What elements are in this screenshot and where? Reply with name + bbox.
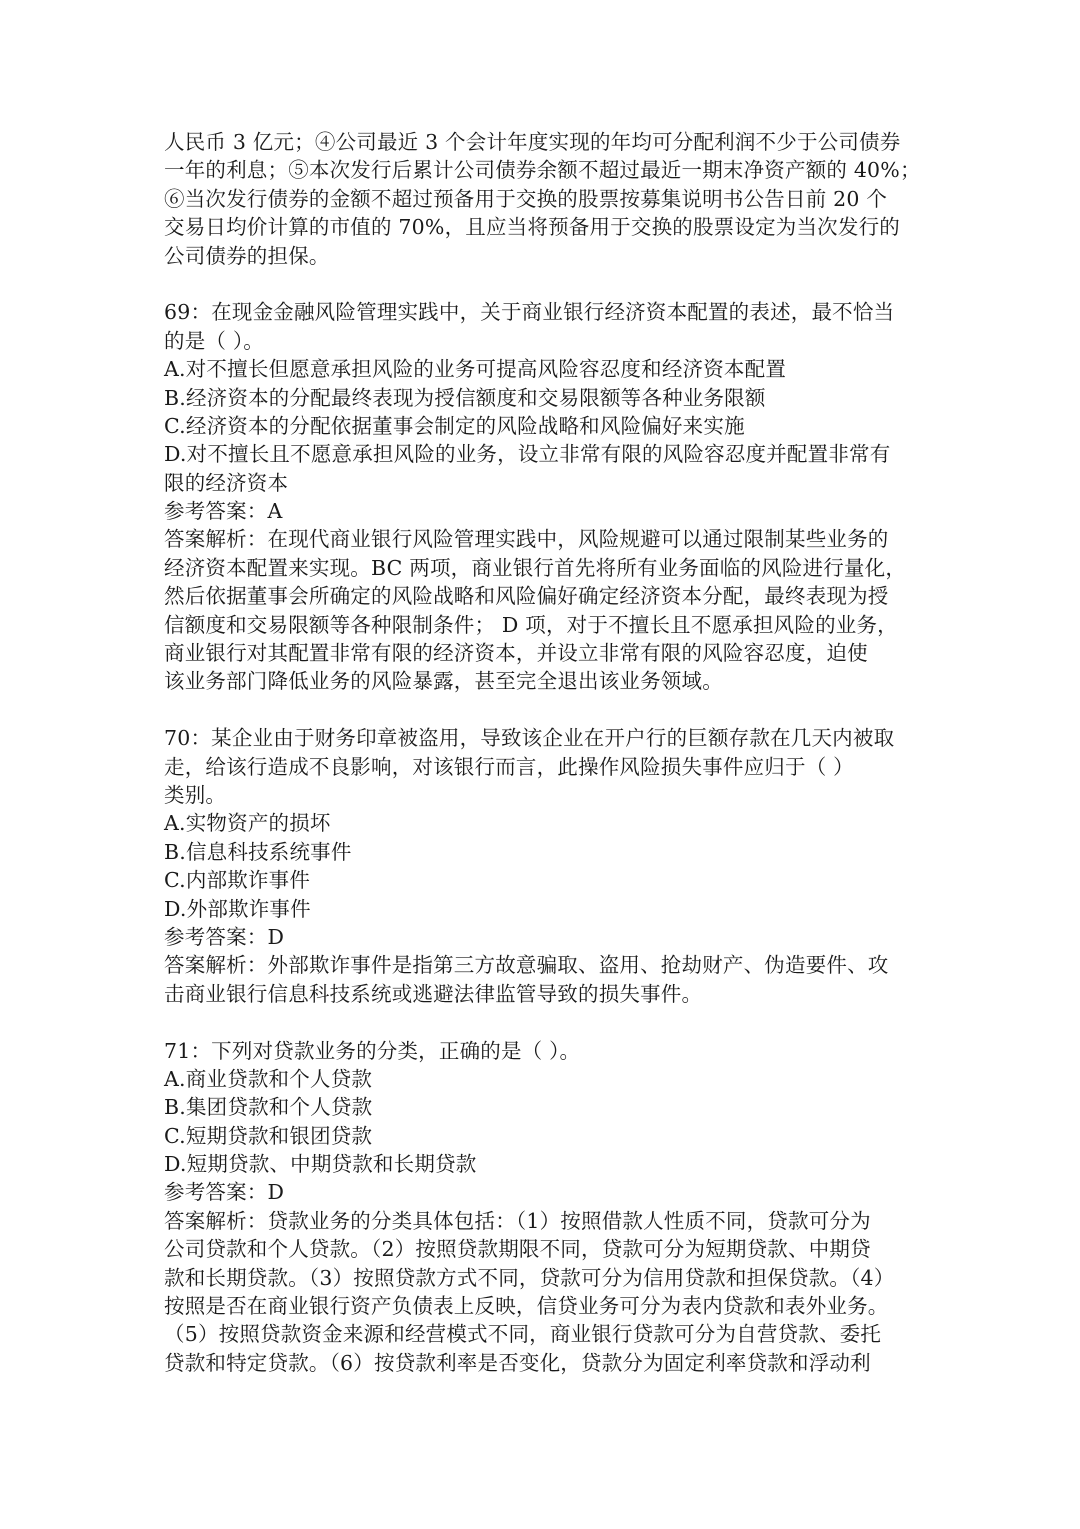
paragraph-gap	[164, 270, 920, 298]
question-stem: 69：在现金金融风险管理实践中，关于商业银行经济资本配置的表述，最不恰当	[164, 300, 895, 325]
answer-explanation: 信额度和交易限额等各种限制条件； D 项，对于不擅长且不愿承担风险的业务，	[164, 612, 898, 637]
question-stem: 的是（ ）。	[164, 328, 264, 353]
text-line: 交易日均价计算的市值的 70%，且应当将预备用于交换的股票设定为当次发行的	[164, 215, 900, 240]
answer-explanation: 答案解析：贷款业务的分类具体包括：（1）按照借款人性质不同，贷款可分为	[164, 1208, 871, 1233]
answer-explanation: 然后依据董事会所确定的风险战略和风险偏好确定经济资本分配，最终表现为授	[164, 584, 889, 609]
option-c: C.短期贷款和银团贷款	[164, 1123, 373, 1148]
answer-explanation: 商业银行对其配置非常有限的经济资本，并设立非常有限的风险容忍度，迫使	[164, 641, 868, 666]
option-c: C.经济资本的分配依据董事会制定的风险战略和风险偏好来实施	[164, 413, 745, 438]
text-line: 一年的利息；⑤本次发行后累计公司债券余额不超过最近一期末净资产额的 40%；	[164, 158, 921, 183]
answer-explanation: 公司贷款和个人贷款。（2）按照贷款期限不同，贷款可分为短期贷款、中期贷	[164, 1237, 871, 1262]
question-stem: 类别。	[164, 782, 227, 807]
option-c: C.内部欺诈事件	[164, 868, 311, 893]
option-a: A.实物资产的损坏	[164, 811, 331, 836]
option-d: D.短期贷款、中期贷款和长期贷款	[164, 1152, 477, 1177]
reference-answer: 参考答案：D	[164, 924, 285, 949]
paragraph-gap	[164, 1008, 920, 1036]
answer-explanation: 答案解析：外部欺诈事件是指第三方故意骗取、盗用、抢劫财产、伪造要件、攻	[164, 953, 889, 978]
option-b: B.集团贷款和个人贷款	[164, 1095, 373, 1120]
answer-explanation: 该业务部门降低业务的风险暴露，甚至完全退出该业务领域。	[164, 669, 723, 694]
question-70	[164, 724, 920, 1008]
option-d: 限的经济资本	[164, 470, 289, 495]
text-line: 公司债券的担保。	[164, 243, 330, 268]
option-d: D.外部欺诈事件	[164, 896, 311, 921]
question-stem: 70：某企业由于财务印章被盗用，导致该企业在开户行的巨额存款在几天内被取	[164, 726, 895, 751]
answer-explanation: 击商业银行信息科技系统或逃避法律监管导致的损失事件。	[164, 981, 703, 1006]
reference-answer: 参考答案：A	[164, 499, 283, 524]
question-stem: 走，给该行造成不良影响，对该银行而言，此操作风险损失事件应归于（ ）	[164, 754, 854, 779]
answer-explanation: 款和长期贷款。（3）按照贷款方式不同，贷款可分为信用贷款和担保贷款。（4）	[164, 1265, 895, 1290]
answer-explanation: （5）按照贷款资金来源和经营模式不同，商业银行贷款可分为自营贷款、委托	[164, 1322, 882, 1347]
text-line: ⑥当次发行债券的金额不超过预备用于交换的股票按募集说明书公告日前 20 个	[164, 186, 888, 211]
option-b: B.经济资本的分配最终表现为授信额度和交易限额等各种业务限额	[164, 385, 766, 410]
question-71	[164, 1037, 920, 1378]
option-b: B.信息科技系统事件	[164, 839, 352, 864]
option-d: D.对不擅长且不愿意承担风险的业务，设立非常有限的风险容忍度并配置非常有	[164, 442, 891, 467]
answer-explanation: 经济资本配置来实现。BC 两项，商业银行首先将所有业务面临的风险进行量化，	[164, 555, 907, 580]
intro-paragraph	[164, 128, 920, 270]
question-69	[164, 298, 920, 695]
answer-explanation: 按照是否在商业银行资产负债表上反映，信贷业务可分为表内贷款和表外业务。	[164, 1294, 889, 1319]
paragraph-gap	[164, 696, 920, 724]
document-page	[164, 128, 920, 1377]
answer-explanation: 贷款和特定贷款。（6）按贷款利率是否变化，贷款分为固定利率贷款和浮动利	[164, 1350, 871, 1375]
option-a: A.对不擅长但愿意承担风险的业务可提高风险容忍度和经济资本配置	[164, 357, 787, 382]
option-a: A.商业贷款和个人贷款	[164, 1066, 373, 1091]
reference-answer: 参考答案：D	[164, 1180, 285, 1205]
answer-explanation: 答案解析：在现代商业银行风险管理实践中，风险规避可以通过限制某些业务的	[164, 527, 889, 552]
question-stem: 71：下列对贷款业务的分类，正确的是（ ）。	[164, 1038, 581, 1063]
text-line: 人民币 3 亿元；④公司最近 3 个会计年度实现的年均可分配利润不少于公司债券	[164, 130, 901, 154]
